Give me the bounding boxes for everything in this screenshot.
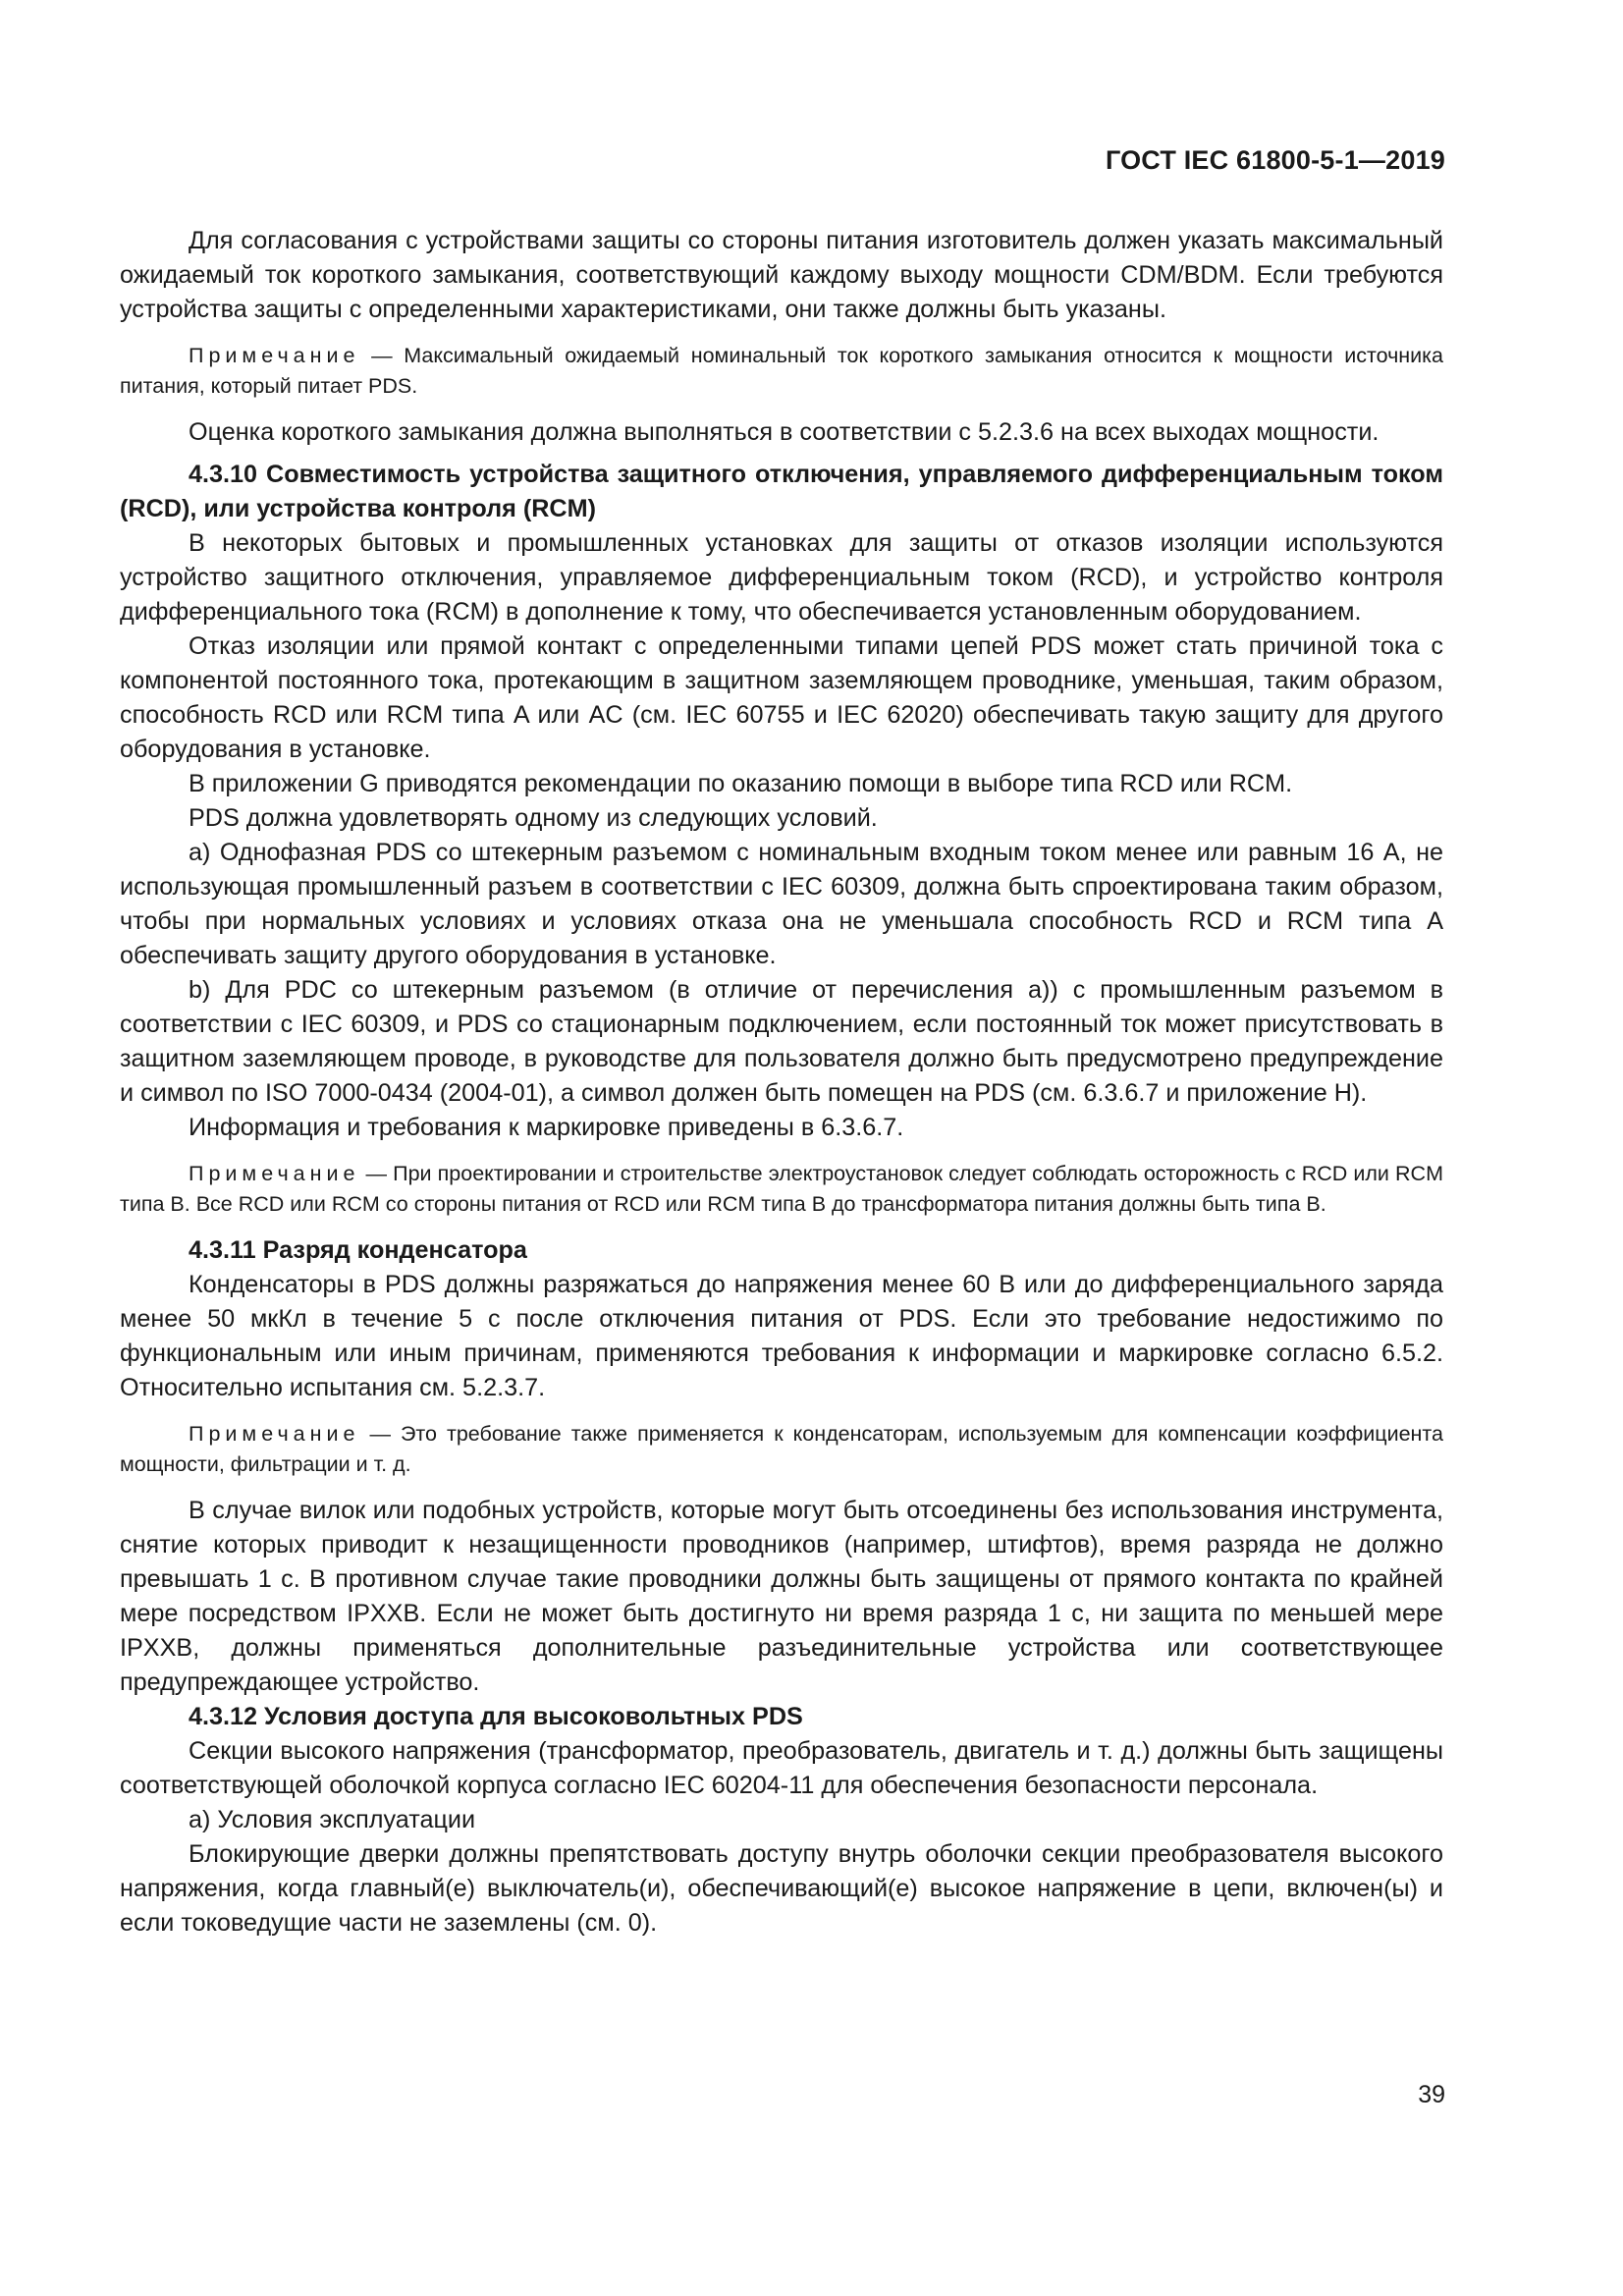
paragraph: Блокирующие дверки должны препятствовать доступу внутрь оболочки секции преобразователя высокого напряжения, когда главный(е) выключатель(и), обеспечивающий(е) высокое напряжение в цепи, включен(ы) и если токоведущие части не заземлены (см. 0). xyxy=(120,1840,1443,1937)
note xyxy=(120,1419,1443,1480)
note-label: Примечание xyxy=(189,1162,360,1185)
paragraph: В случае вилок или подобных устройств, которые могут быть отсоединены без использования инструмента, снятие которых приводит к незащищенности проводников (например, штифтов), время разряда не должно превышать 1 с. В противном случае такие проводники должны быть защищены от прямого контакта по крайней мере посредством IPXXB. Если не может быть достигнуто ни время разряда 1 с, ни защита по меньшей мере IPXXB, должны применяться дополнительные разъединительные устройства или соответствующее предупреждающее устройство. xyxy=(120,1497,1443,1696)
list-item-b: b) Для PDC со штекерным разъемом (в отличие от перечисления a)) с промышленным разъемом в соответствии с IEC 60309, и PDS со стационарным подключением, если постоянный ток может присутствовать в защитном заземляющем проводе, в руководстве для пользователя должно быть предусмотрено предупреждение и символ по ISO 7000-0434 (2004-01), а символ должен быть помещен на PDS (см. 6.3.6.7 и приложение H). xyxy=(120,976,1443,1107)
section-heading-4-3-12: 4.3.12 Условия доступа для высоковольтных PDS xyxy=(189,1703,803,1730)
paragraph: PDS должна удовлетворять одному из следующих условий. xyxy=(189,804,878,832)
note-text: — Это требование также применяется к конденсаторам, используемым для компенсации коэффициента мощности, фильтрации и т. д. xyxy=(120,1422,1443,1476)
list-item-a: a) Условия эксплуатации xyxy=(189,1806,476,1833)
page-number: 39 xyxy=(1418,2081,1445,2108)
paragraph: Оценка короткого замыкания должна выполняться в соответствии с 5.2.3.6 на всех выходах мощности. xyxy=(189,418,1380,446)
document-code: ГОСТ IEC 61800-5-1—2019 xyxy=(1105,145,1445,175)
paragraph: Секции высокого напряжения (трансформатор, преобразователь, двигатель и т. д.) должны быть защищены соответствующей оболочкой корпуса согласно IEC 60204-11 для обеспечения безопасности персонала. xyxy=(120,1737,1443,1799)
paragraph: В некоторых бытовых и промышленных установках для защиты от отказов изоляции используются устройство защитного отключения, управляемое дифференциальным током (RCD), и устройство контроля дифференциального тока (RCM) в дополнение к тому, что обеспечивается установленным оборудованием. xyxy=(120,529,1443,626)
section-heading-4-3-11: 4.3.11 Разряд конденсатора xyxy=(189,1236,527,1264)
paragraph: В приложении G приводятся рекомендации по оказанию помощи в выборе типа RCD или RCM. xyxy=(189,770,1293,797)
list-item-a: a) Однофазная PDS со штекерным разъемом с номинальным входным током менее или равным 16 A, не использующая промышленный разъем в соответствии с IEC 60309, должна быть спроектирована таким образом, чтобы при нормальных условиях и условиях отказа она не уменьшала способность RCD и RCM типа A обеспечивать защиту другого оборудования в установке. xyxy=(120,839,1443,969)
paragraph: Для согласования с устройствами защиты со стороны питания изготовитель должен указать максимальный ожидаемый ток короткого замыкания, соответствующий каждому выходу мощности CDM/BDM. Если требуются устройства защиты с определенными характеристиками, они также должны быть указаны. xyxy=(120,227,1443,323)
note xyxy=(120,341,1443,402)
note xyxy=(120,1159,1443,1220)
note-text: — Максимальный ожидаемый номинальный ток короткого замыкания относится к мощности источника питания, который питает PDS. xyxy=(120,344,1443,398)
note-label: Примечание xyxy=(189,344,360,367)
note-text: — При проектировании и строительстве электроустановок следует соблюдать осторожность с RCD или RCM типа B. Все RCD или RCM со стороны питания от RCD или RCM типа B до трансформатора питания должны быть типа B. xyxy=(120,1162,1443,1216)
note-label: Примечание xyxy=(189,1422,360,1446)
paragraph: Информация и требования к маркировке приведены в 6.3.6.7. xyxy=(189,1114,904,1141)
section-heading-4-3-10: 4.3.10 Совместимость устройства защитного отключения, управляемого дифференциальным током (RCD), или устройства контроля (RCM) xyxy=(120,461,1443,522)
paragraph: Конденсаторы в PDS должны разряжаться до напряжения менее 60 В или до дифференциального заряда менее 50 мкКл в течение 5 с после отключения питания от PDS. Если это требование недостижимо по функциональным или иным причинам, применяются требования к информации и маркировке согласно 6.5.2. Относительно испытания см. 5.2.3.7. xyxy=(120,1271,1443,1401)
paragraph: Отказ изоляции или прямой контакт с определенными типами цепей PDS может стать причиной тока с компонентой постоянного тока, протекающим в защитном заземляющем проводнике, уменьшая, таким образом, способность RCD или RCM типа A или AC (см. IEC 60755 и IEC 62020) обеспечивать такую защиту для другого оборудования в установке. xyxy=(120,632,1443,763)
page-body xyxy=(120,224,1443,1941)
